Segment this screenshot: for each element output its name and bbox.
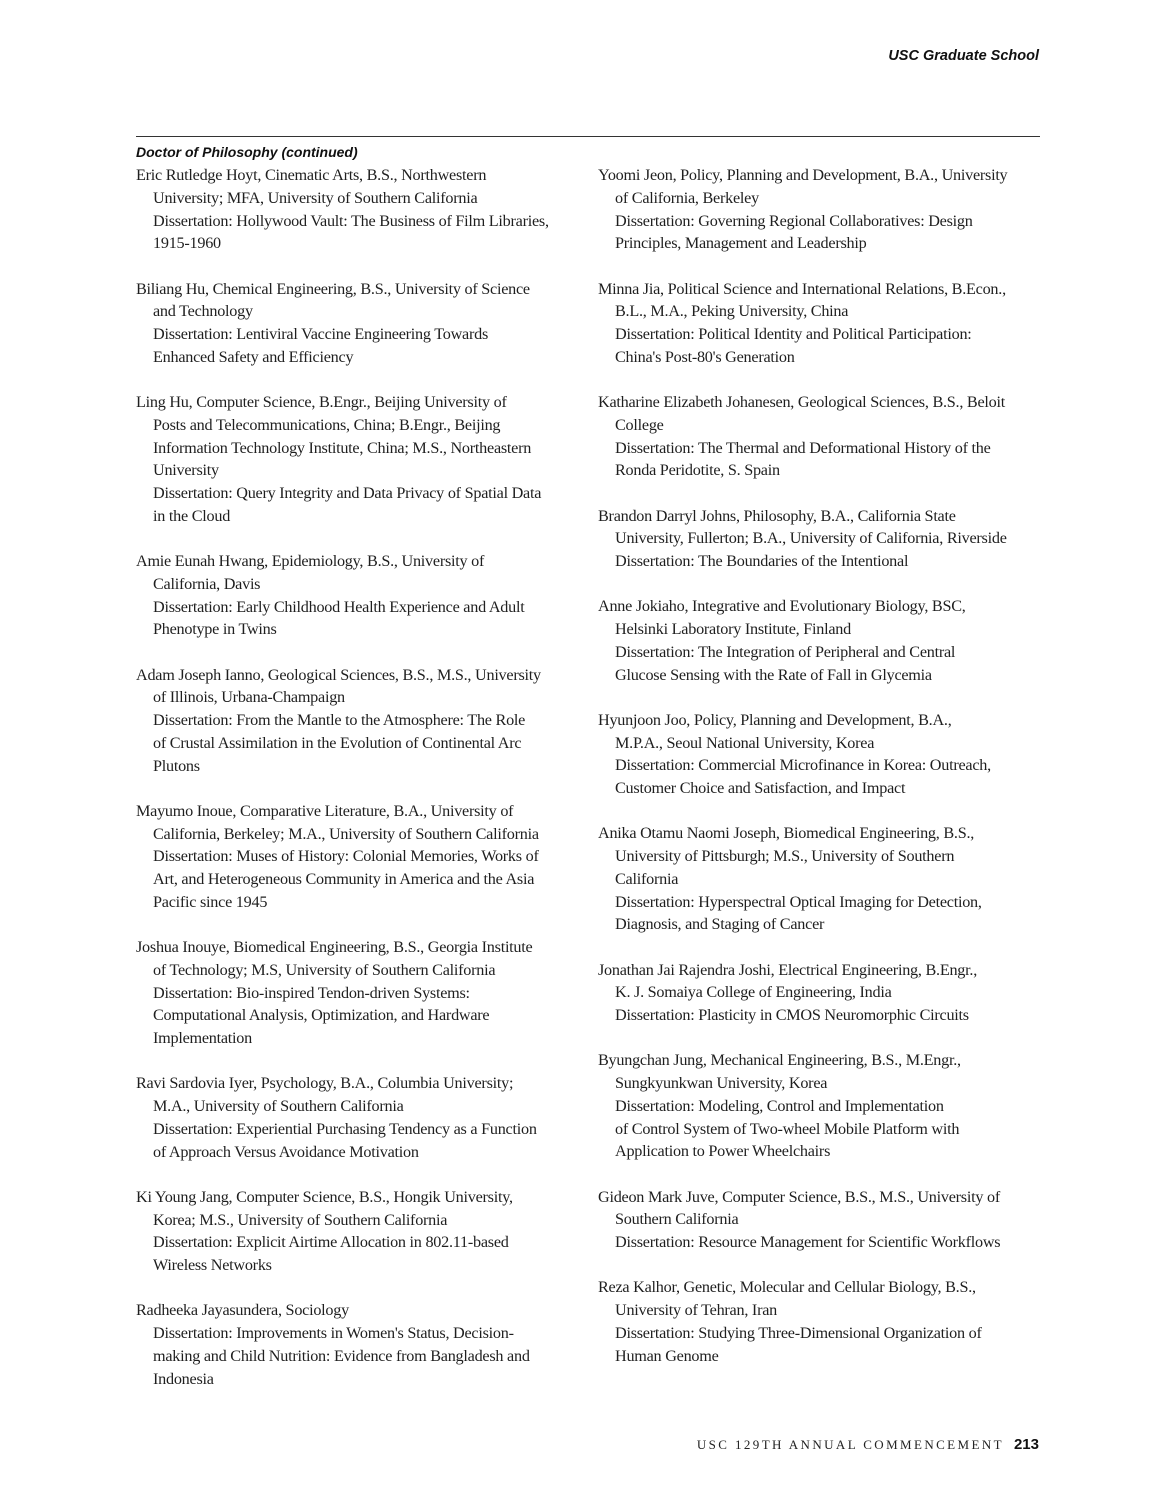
graduate-detail-line: Principles, Management and Leadership [615, 234, 867, 253]
graduate-name-line: Brandon Darryl Johns, Philosophy, B.A., California State [598, 506, 956, 525]
graduate-detail-line: Dissertation: Political Identity and Political Participation: [615, 325, 972, 343]
graduate-detail-line: Dissertation: Hyperspectral Optical Imaging for Detection, [615, 892, 982, 911]
graduate-detail-line: Application to Power Wheelchairs [615, 1142, 831, 1161]
graduate-detail-line: Enhanced Safety and Efficiency [153, 347, 354, 366]
running-head: USC Graduate School [888, 48, 1039, 64]
graduate-name-line: Anne Jokiaho, Integrative and Evolutionary Biology, BSC, [598, 597, 966, 616]
graduate-detail-line: Dissertation: Bio-inspired Tendon-driven Systems: [153, 983, 470, 1002]
graduate-entry [598, 1276, 1043, 1367]
graduate-name-line: Minna Jia, Political Science and International Relations, B.Econ., [598, 279, 1006, 298]
graduate-detail-line: Glucose Sensing with the Rate of Fall in Glycemia [615, 665, 932, 684]
graduate-detail-line: University of Tehran, Iran [615, 1301, 777, 1319]
graduate-detail-line: Human Genome [615, 1346, 719, 1365]
graduate-detail-line: and Technology [153, 302, 253, 321]
footer-title: USC 129TH ANNUAL COMMENCEMENT [696, 1437, 1004, 1452]
graduate-detail-line: of Approach Versus Avoidance Motivation [153, 1142, 419, 1161]
graduate-name-line: Eric Rutledge Hoyt, Cinematic Arts, B.S., Northwestern [136, 166, 487, 184]
graduate-detail-line: Posts and Telecommunications, China; B.Engr., Beijing [153, 415, 501, 434]
graduate-detail-line: Dissertation: Commercial Microfinance in Korea: Outreach, [615, 756, 991, 775]
graduate-entry [136, 664, 581, 778]
graduate-name-line: Biliang Hu, Chemical Engineering, B.S., University of Science [136, 279, 530, 298]
graduate-detail-line: Art, and Heterogeneous Community in America and the Asia [153, 870, 535, 888]
graduate-detail-line: Dissertation: Plasticity in CMOS Neuromorphic Circuits [615, 1006, 969, 1024]
graduate-detail-line: Customer Choice and Satisfaction, and Impact [615, 779, 906, 797]
graduate-detail-line: Indonesia [153, 1369, 214, 1388]
graduate-name-line: Radheeka Jayasundera, Sociology [136, 1301, 349, 1320]
graduate-entry [136, 800, 581, 914]
graduate-detail-line: M.A., University of Southern California [153, 1097, 404, 1115]
graduate-detail-line: Southern California [615, 1210, 739, 1229]
graduate-detail-line: Dissertation: Improvements in Women's Status, Decision- [153, 1324, 514, 1342]
graduate-detail-line: Implementation [153, 1029, 252, 1047]
graduate-detail-line: Sungkyunkwan University, Korea [615, 1074, 828, 1092]
graduate-entry [136, 550, 581, 641]
graduate-entry [598, 278, 1043, 369]
graduate-detail-line: Dissertation: Query Integrity and Data Privacy of Spatial Data [153, 484, 542, 502]
graduate-detail-line: Plutons [153, 756, 200, 775]
footer [697, 1436, 1039, 1453]
graduate-entry [598, 709, 1043, 800]
graduate-entry [598, 959, 1043, 1027]
graduate-name-line: Amie Eunah Hwang, Epidemiology, B.S., University of [136, 552, 485, 570]
graduate-name-line: Mayumo Inoue, Comparative Literature, B.A., University of [136, 801, 514, 820]
graduate-name-line: Ling Hu, Computer Science, B.Engr., Beijing University of [136, 393, 507, 411]
graduate-entry [598, 1049, 1043, 1163]
graduate-detail-line: of California, Berkeley [615, 188, 759, 207]
graduate-detail-line: Wireless Networks [153, 1256, 272, 1274]
graduate-detail-line: Information Technology Institute, China; M.S., Northeastern [153, 438, 532, 457]
graduate-detail-line: of Illinois, Urbana-Champaign [153, 688, 345, 707]
graduate-name-line: Anika Otamu Naomi Joseph, Biomedical Engineering, B.S., [598, 824, 975, 843]
graduate-detail-line: 1915-1960 [153, 234, 221, 253]
graduate-entry [136, 936, 581, 1050]
graduate-name-line: Byungchan Jung, Mechanical Engineering, B.S., M.Engr., [598, 1051, 961, 1070]
graduate-detail-line: of Control System of Two-wheel Mobile Platform with [615, 1119, 960, 1138]
graduate-entry [598, 505, 1043, 573]
graduate-detail-line: M.P.A., Seoul National University, Korea [615, 733, 875, 752]
graduate-detail-line: making and Child Nutrition: Evidence from Bangladesh and [153, 1346, 530, 1365]
graduate-detail-line: Pacific since 1945 [153, 892, 268, 911]
section-title: Doctor of Philosophy (continued) [136, 144, 358, 160]
graduate-detail-line: Dissertation: From the Mantle to the Atmosphere: The Role [153, 711, 526, 729]
graduate-entry [598, 595, 1043, 686]
graduate-entry [136, 391, 581, 528]
graduate-detail-line: Dissertation: The Boundaries of the Intentional [615, 552, 909, 570]
graduate-name-line: Joshua Inouye, Biomedical Engineering, B.S., Georgia Institute [136, 938, 533, 956]
graduate-name-line: Hyunjoon Joo, Policy, Planning and Development, B.A., [598, 710, 952, 729]
graduate-entry [598, 822, 1043, 936]
graduate-detail-line: of Crustal Assimilation in the Evolution of Continental Arc [153, 733, 522, 752]
graduate-detail-line: College [615, 415, 664, 434]
graduate-name-line: Adam Joseph Ianno, Geological Sciences, B.S., M.S., University [136, 665, 541, 684]
graduate-detail-line: University, Fullerton; B.A., University of California, Riverside [615, 529, 1007, 548]
graduate-detail-line: China's Post-80's Generation [615, 347, 795, 366]
graduate-entry [136, 1299, 581, 1390]
graduate-detail-line: Dissertation: Experiential Purchasing Tendency as a Function [153, 1119, 537, 1138]
right-column [598, 164, 1043, 1390]
graduate-detail-line: Dissertation: Modeling, Control and Implementation [615, 1096, 944, 1115]
graduate-detail-line: Dissertation: Studying Three-Dimensional Organization of [615, 1323, 982, 1342]
graduate-entry [136, 1072, 581, 1163]
graduate-detail-line: California [615, 869, 679, 888]
graduate-entry [598, 1186, 1043, 1254]
graduate-detail-line: Dissertation: Muses of History: Colonial Memories, Works of [153, 847, 539, 866]
graduate-detail-line: Dissertation: Lentiviral Vaccine Engineering Towards [153, 325, 488, 343]
graduate-detail-line: Dissertation: Resource Management for Scientific Workflows [615, 1233, 1001, 1251]
graduate-detail-line: Computational Analysis, Optimization, and Hardware [153, 1006, 490, 1025]
graduate-detail-line: Dissertation: Hollywood Vault: The Business of Film Libraries, [153, 211, 549, 230]
graduate-name-line: Jonathan Jai Rajendra Joshi, Electrical Engineering, B.Engr., [598, 960, 977, 979]
graduate-detail-line: Korea; M.S., University of Southern California [153, 1210, 448, 1229]
graduate-entry [598, 391, 1043, 482]
graduate-detail-line: K. J. Somaiya College of Engineering, India [615, 983, 892, 1002]
graduate-detail-line: of Technology; M.S, University of Southern California [153, 960, 496, 979]
graduate-entry [136, 164, 581, 255]
graduate-detail-line: University; MFA, University of Southern California [153, 188, 478, 207]
graduate-name-line: Reza Kalhor, Genetic, Molecular and Cellular Biology, B.S., [598, 1278, 976, 1297]
graduate-detail-line: California, Davis [153, 574, 261, 593]
graduate-name-line: Yoomi Jeon, Policy, Planning and Development, B.A., University [598, 166, 1008, 184]
graduate-detail-line: University of Pittsburgh; M.S., University of Southern [615, 847, 955, 865]
graduate-detail-line: in the Cloud [153, 506, 231, 525]
graduate-entry [136, 278, 581, 369]
left-column [136, 164, 581, 1413]
graduate-name-line: Gideon Mark Juve, Computer Science, B.S., M.S., University of [598, 1187, 1000, 1206]
graduate-detail-line: Dissertation: Early Childhood Health Experience and Adult [153, 597, 525, 616]
graduate-detail-line: California, Berkeley; M.A., University of Southern California [153, 824, 539, 843]
graduate-detail-line: Helsinki Laboratory Institute, Finland [615, 620, 851, 638]
graduate-detail-line: University [153, 461, 219, 480]
graduate-detail-line: Dissertation: The Integration of Peripheral and Central [615, 642, 956, 661]
graduate-detail-line: Diagnosis, and Staging of Cancer [615, 915, 825, 934]
graduate-entry [598, 164, 1043, 255]
section-divider [136, 136, 1040, 137]
graduate-name-line: Ki Young Jang, Computer Science, B.S., Hongik University, [136, 1187, 513, 1206]
graduate-detail-line: Dissertation: The Thermal and Deformational History of the [615, 438, 991, 457]
graduate-name-line: Ravi Sardovia Iyer, Psychology, B.A., Columbia University; [136, 1074, 514, 1093]
graduate-detail-line: Phenotype in Twins [153, 620, 277, 639]
graduate-entry [136, 1186, 581, 1277]
graduate-detail-line: Dissertation: Governing Regional Collaboratives: Design [615, 211, 973, 230]
graduate-name-line: Katharine Elizabeth Johanesen, Geological Sciences, B.S., Beloit [598, 393, 1006, 411]
page-number: 213 [1013, 1436, 1039, 1453]
graduate-detail-line: B.L., M.A., Peking University, China [615, 302, 849, 321]
graduate-detail-line: Ronda Peridotite, S. Spain [615, 461, 780, 480]
graduate-detail-line: Dissertation: Explicit Airtime Allocation in 802.11-based [153, 1233, 509, 1252]
